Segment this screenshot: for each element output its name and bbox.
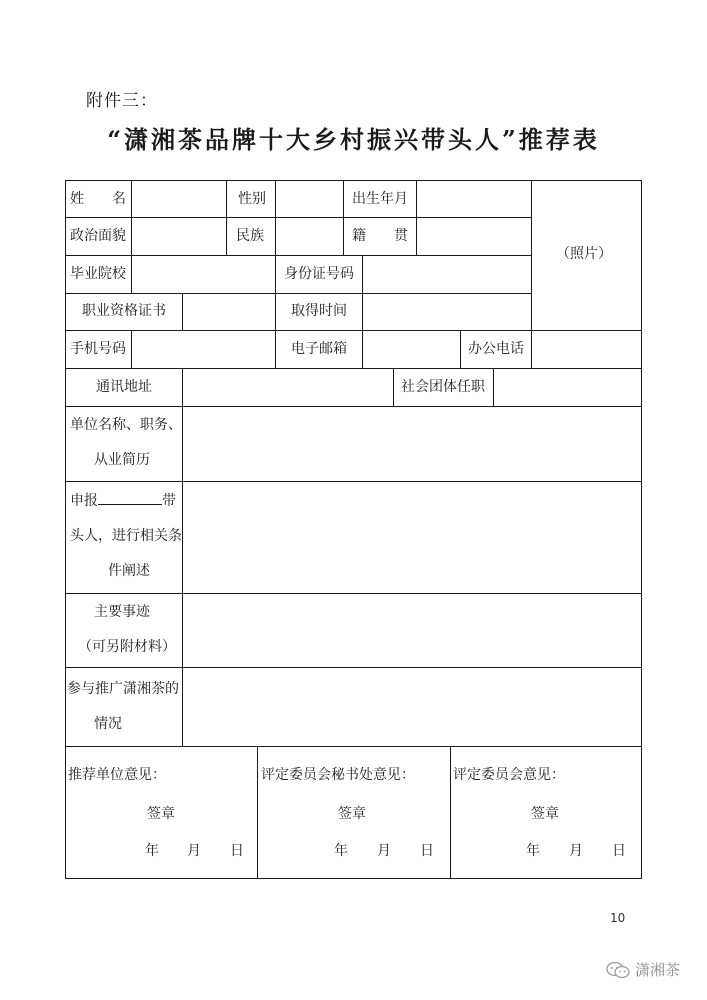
label-social-post: 社会团体任职 xyxy=(401,379,485,395)
label-mobile: 手机号码 xyxy=(70,341,126,357)
grid-line xyxy=(65,330,642,331)
label-main-deeds xyxy=(70,595,176,665)
grid-line xyxy=(531,180,532,330)
grid-line xyxy=(460,330,461,368)
label-deeds-line1: 主要事迹 xyxy=(94,604,150,620)
opinion-recommending-unit-seal: 签章 xyxy=(147,806,175,822)
watermark-text: 潇湘茶 xyxy=(635,961,681,979)
grid-line xyxy=(131,330,132,368)
opinion-committee-month: 月 xyxy=(569,843,583,859)
opinion-committee-seal: 签章 xyxy=(531,806,559,822)
label-unit-resume xyxy=(70,408,182,478)
grid-line xyxy=(416,180,417,255)
opinion-secretariat-seal: 签章 xyxy=(338,806,366,822)
grid-line xyxy=(65,746,642,747)
label-certificate: 职业资格证书 xyxy=(82,303,166,319)
label-obtain-time: 取得时间 xyxy=(291,303,347,319)
grid-line xyxy=(65,180,642,181)
grid-line xyxy=(275,255,276,293)
label-unit-line1: 单位名称、职务、 xyxy=(70,417,182,433)
grid-line xyxy=(531,330,532,368)
grid-line xyxy=(65,667,642,668)
grid-line xyxy=(393,368,394,406)
blank-underline xyxy=(98,490,162,505)
label-deeds-line2: （可另附材料） xyxy=(78,639,176,655)
label-gender: 性别 xyxy=(238,191,266,207)
label-declaration-line1 xyxy=(70,484,182,519)
grid-line xyxy=(182,293,183,330)
grid-line xyxy=(131,255,132,293)
grid-line xyxy=(362,255,363,293)
label-unit-line2: 从业简历 xyxy=(94,452,150,468)
label-birth: 出生年月 xyxy=(352,191,408,207)
wechat-icon xyxy=(605,961,631,979)
grid-line xyxy=(65,481,642,482)
label-native-place: 籍 贯 xyxy=(352,228,408,244)
label-school: 毕业院校 xyxy=(70,266,126,282)
label-declaration-prefix: 申报 xyxy=(70,493,98,509)
label-declaration-line3: 件阐述 xyxy=(108,563,150,579)
grid-line xyxy=(450,746,451,878)
page-number: 10 xyxy=(610,911,626,925)
opinion-recommending-unit-year: 年 xyxy=(145,843,159,859)
label-id-number: 身份证号码 xyxy=(284,266,354,282)
label-name: 姓 名 xyxy=(70,191,126,207)
grid-line xyxy=(362,330,363,368)
annex-label: 附件三： xyxy=(86,91,158,111)
grid-line xyxy=(65,368,642,369)
grid-line xyxy=(65,255,531,256)
grid-line xyxy=(275,180,276,255)
opinion-secretariat-month: 月 xyxy=(377,843,391,859)
grid-line xyxy=(182,406,183,746)
opinion-committee-title: 评定委员会意见： xyxy=(453,767,565,783)
grid-line xyxy=(226,180,227,255)
grid-line xyxy=(65,293,531,294)
opinion-secretariat-title: 评定委员会秘书处意见： xyxy=(261,767,415,783)
photo-placeholder: （照片） xyxy=(556,246,612,262)
label-promo-line1: 参与推广潇湘茶的 xyxy=(67,681,179,697)
label-promo-line2: 情况 xyxy=(94,716,122,732)
form-title: “潇湘茶品牌十大乡村振兴带头人”推荐表 xyxy=(107,125,600,154)
grid-line xyxy=(275,330,276,368)
label-declaration-line2: 头人，进行相关条 xyxy=(70,528,182,544)
grid-line xyxy=(65,217,531,218)
grid-line xyxy=(343,180,344,255)
grid-line xyxy=(65,878,642,879)
grid-line xyxy=(182,368,183,406)
label-promotion xyxy=(67,672,179,742)
opinion-committee-year: 年 xyxy=(526,843,540,859)
grid-line xyxy=(65,180,66,879)
label-declaration-suffix: 带 xyxy=(162,493,176,509)
grid-line xyxy=(641,180,642,879)
label-ethnicity: 民族 xyxy=(236,228,264,244)
opinion-recommending-unit-day: 日 xyxy=(230,843,244,859)
grid-line xyxy=(257,746,258,878)
label-politics: 政治面貌 xyxy=(70,228,126,244)
grid-line xyxy=(65,406,642,407)
grid-line xyxy=(362,293,363,330)
grid-line xyxy=(275,293,276,330)
opinion-committee-day: 日 xyxy=(612,843,626,859)
label-address: 通讯地址 xyxy=(96,379,152,395)
grid-line xyxy=(131,180,132,255)
watermark xyxy=(605,959,680,980)
opinion-secretariat-year: 年 xyxy=(334,843,348,859)
label-office-phone: 办公电话 xyxy=(468,341,524,357)
grid-line xyxy=(493,368,494,406)
opinion-recommending-unit-title: 推荐单位意见： xyxy=(68,767,166,783)
label-email: 电子邮箱 xyxy=(291,341,347,357)
label-declaration xyxy=(70,484,182,589)
opinion-secretariat-day: 日 xyxy=(420,843,434,859)
opinion-recommending-unit-month: 月 xyxy=(187,843,201,859)
grid-line xyxy=(65,593,642,594)
